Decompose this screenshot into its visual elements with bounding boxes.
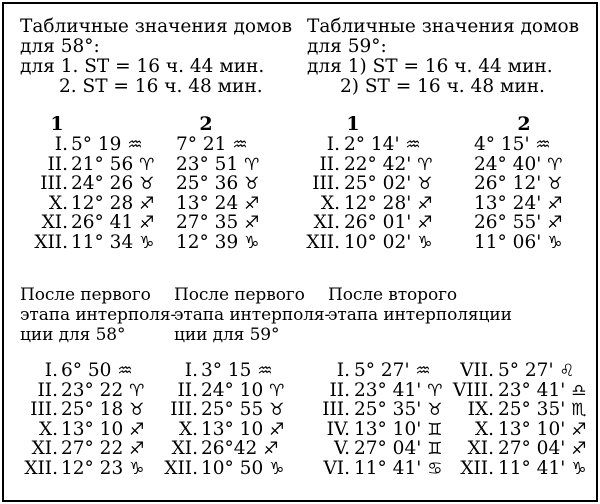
house-value (71, 135, 181, 155)
degree-value (176, 135, 248, 156)
house-label-text: III. (322, 399, 350, 420)
b2-labels (144, 361, 198, 478)
b1-caption-line-3: ции для 58° (20, 325, 126, 345)
house-label-text: III. (30, 399, 58, 420)
house-label-text: I. (44, 360, 58, 381)
degree-value (498, 420, 586, 441)
house-value (71, 213, 181, 233)
house-value (201, 439, 301, 459)
degree-text: 5° 19 (71, 134, 122, 155)
house-label (4, 361, 58, 381)
degree-value (61, 400, 144, 421)
house-label-text: XI. (313, 212, 340, 233)
tl-labels (4, 135, 68, 252)
house-label-text: V. (333, 438, 350, 459)
b3-caption (328, 285, 512, 325)
house-label-text: I. (184, 360, 198, 381)
degree-text: 25° 55 (201, 399, 264, 420)
house-label (294, 155, 340, 175)
house-value (344, 233, 464, 253)
house-label (424, 381, 494, 401)
b4-values (498, 361, 594, 478)
degree-value (201, 361, 273, 382)
degree-value (498, 381, 586, 402)
house-label (4, 174, 68, 194)
degree-text: 5° 27' (354, 360, 410, 381)
house-value (498, 439, 594, 459)
b1-caption-line-1: После первого (20, 285, 151, 305)
degree-text: 12° 28' (344, 192, 412, 214)
house-label-text: XI. (41, 212, 68, 233)
zodiac-sign-icon: ♎ (571, 380, 587, 401)
house-value (344, 174, 464, 194)
degree-value (201, 400, 284, 421)
degree-text: 13° 10 (61, 418, 124, 440)
degree-text: 23° 22 (61, 379, 124, 401)
right-col-title-2: 2 (517, 113, 531, 135)
degree-value (61, 420, 144, 441)
degree-text: 27° 35 (176, 212, 239, 233)
degree-value (498, 400, 586, 421)
zodiac-sign-icon: ♒ (127, 135, 143, 155)
house-label (424, 459, 494, 479)
b1-labels (4, 361, 58, 478)
degree-value (71, 155, 154, 176)
degree-value (354, 361, 431, 382)
house-value (176, 213, 286, 233)
b3-labels (294, 361, 350, 478)
house-value (474, 233, 594, 253)
house-label-text: I. (54, 134, 68, 155)
degree-text: 13° 24 (176, 192, 239, 214)
degree-text: 27° 04' (354, 438, 422, 459)
house-value (344, 194, 464, 214)
degree-text: 25° 02' (344, 173, 412, 194)
house-value (176, 194, 286, 214)
b2-caption-line-1: После первого (174, 285, 305, 305)
house-label (424, 439, 494, 459)
b3-caption-line-2: этапа интерполяции (328, 305, 512, 325)
zodiac-sign-icon: ♒ (415, 361, 431, 381)
right-header-line-1: Табличные значения домов (307, 16, 580, 37)
house-label (4, 400, 58, 420)
house-label-text: XII. (34, 231, 68, 253)
house-value (498, 361, 594, 381)
b2-values (201, 361, 301, 478)
house-label (4, 459, 58, 479)
house-label-text: X. (320, 192, 340, 214)
b2-caption-line-3: ции для 59° (174, 325, 280, 345)
degree-text: 13° 10' (498, 418, 566, 440)
zodiac-sign-icon: ♊ (427, 419, 443, 440)
zodiac-sign-icon: ♑ (547, 232, 563, 253)
zodiac-sign-icon: ♐ (269, 419, 285, 440)
zodiac-sign-icon: ♉ (139, 174, 155, 194)
house-value (474, 135, 594, 155)
house-value (201, 420, 301, 440)
degree-text: 26° 12' (474, 173, 542, 194)
zodiac-sign-icon: ♏ (571, 400, 587, 420)
house-label-text: XII. (164, 457, 198, 479)
house-label (424, 361, 494, 381)
house-label (144, 361, 198, 381)
house-value (201, 361, 301, 381)
house-label-text: X. (48, 192, 68, 214)
zodiac-sign-icon: ♈ (129, 380, 145, 401)
house-label (144, 459, 198, 479)
degree-text: 25° 36 (176, 173, 239, 194)
zodiac-sign-icon: ♉ (269, 400, 285, 420)
degree-text: 11° 34 (71, 231, 134, 253)
house-label (4, 439, 58, 459)
zodiac-sign-icon: ♐ (547, 193, 563, 214)
b2-caption (174, 285, 330, 345)
zodiac-sign-icon: ♉ (417, 174, 433, 194)
house-value (176, 155, 286, 175)
house-value (176, 174, 286, 194)
house-label (4, 155, 68, 175)
degree-text: 26°42 (201, 438, 258, 459)
degree-value (474, 135, 551, 156)
zodiac-sign-icon: ♋ (427, 458, 443, 479)
house-label-text: VI. (323, 457, 350, 479)
degree-text: 13° 10 (201, 418, 264, 440)
house-label-text: III. (40, 173, 68, 194)
house-label-text: III. (312, 173, 340, 194)
degree-value (498, 361, 575, 382)
degree-value (61, 459, 144, 480)
degree-text: 25° 35' (354, 399, 422, 420)
b1-caption-line-2: этапа интерполя- (20, 305, 177, 325)
zodiac-sign-icon: ♉ (427, 400, 443, 420)
right-col-title-1: 1 (346, 113, 360, 135)
house-label-text: XII. (24, 457, 58, 479)
house-label (294, 439, 350, 459)
b2-caption-line-2: этапа интерполя- (174, 305, 331, 325)
degree-value (176, 174, 259, 195)
house-label-text: XII. (306, 231, 340, 253)
zodiac-sign-icon: ♑ (129, 458, 145, 479)
zodiac-sign-icon: ♊ (427, 439, 443, 459)
house-value (201, 381, 301, 401)
b4-labels (424, 361, 494, 478)
house-label (294, 381, 350, 401)
degree-value (176, 233, 259, 254)
zodiac-sign-icon: ♌ (559, 361, 575, 381)
house-label-text: XII. (460, 457, 494, 479)
degree-text: 27° 22 (61, 438, 124, 459)
house-value (498, 381, 594, 401)
degree-value (474, 194, 562, 215)
house-label-text: I. (336, 360, 350, 381)
degree-value (498, 459, 586, 480)
house-value (344, 135, 464, 155)
degree-value (201, 381, 284, 402)
degree-value (344, 213, 432, 234)
zodiac-sign-icon: ♒ (232, 135, 248, 155)
degree-value (61, 381, 144, 402)
zodiac-sign-icon: ♈ (417, 154, 433, 175)
degree-value (344, 194, 432, 215)
right-header-line-3: для 1) ST = 16 ч. 44 мин. (307, 56, 553, 77)
house-value (498, 420, 594, 440)
zodiac-sign-icon: ♉ (244, 174, 260, 194)
house-label-text: II. (37, 379, 58, 401)
degree-text: 12° 39 (176, 231, 239, 253)
left-header-line-4: 2. ST = 16 ч. 48 мин. (59, 76, 263, 97)
house-value (71, 233, 181, 253)
house-label-text: X. (38, 418, 58, 440)
house-value (474, 194, 594, 214)
tl-col2 (176, 135, 286, 252)
zodiac-sign-icon: ♉ (547, 174, 563, 194)
house-value (498, 400, 594, 420)
zodiac-sign-icon: ♐ (571, 439, 587, 459)
degree-text: 5° 27' (498, 360, 554, 381)
house-label (4, 213, 68, 233)
degree-text: 23° 51 (176, 153, 239, 175)
house-label-text: XI. (31, 438, 58, 459)
house-label (294, 459, 350, 479)
degree-value (474, 155, 562, 176)
degree-value (474, 213, 562, 234)
house-label (144, 400, 198, 420)
house-label (4, 420, 58, 440)
degree-text: 10° 50 (201, 457, 264, 479)
degree-text: 4° 15' (474, 134, 530, 155)
house-label (4, 135, 68, 155)
house-label-text: II. (47, 153, 68, 175)
degree-text: 13° 10' (354, 418, 422, 440)
house-label-text: II. (319, 153, 340, 175)
degree-text: 24° 40' (474, 153, 542, 175)
b1-caption (20, 285, 176, 345)
house-label-text: X. (178, 418, 198, 440)
zodiac-sign-icon: ♑ (417, 232, 433, 253)
house-value (474, 213, 594, 233)
left-header-line-1: Табличные значения домов (20, 16, 293, 37)
degree-value (474, 233, 562, 254)
zodiac-sign-icon: ♐ (263, 439, 279, 459)
house-label (294, 361, 350, 381)
house-label-text: III. (170, 399, 198, 420)
degree-text: 27° 04' (498, 438, 566, 459)
right-header-line-4: 2) ST = 16 ч. 48 мин. (340, 76, 545, 97)
b3-caption-line-1: После второго (328, 285, 458, 305)
degree-text: 26° 41 (71, 212, 134, 233)
right-header (307, 17, 579, 97)
degree-value (201, 420, 284, 441)
degree-text: 23° 41' (354, 379, 422, 401)
zodiac-sign-icon: ♈ (547, 154, 563, 175)
degree-value (71, 213, 154, 234)
tr-col1 (344, 135, 464, 252)
degree-text: 12° 23 (61, 457, 124, 479)
house-label (144, 381, 198, 401)
degree-text: 10° 02' (344, 231, 412, 253)
degree-text: 24° 10 (201, 379, 264, 401)
house-value (498, 459, 594, 479)
zodiac-sign-icon: ♐ (244, 193, 260, 214)
degree-value (344, 233, 432, 254)
house-label-text: I. (326, 134, 340, 155)
degree-text: 7° 21 (176, 134, 227, 155)
degree-value (71, 194, 154, 215)
house-value (344, 155, 464, 175)
degree-text: 23° 41' (498, 379, 566, 401)
house-label-text: VIII. (452, 379, 494, 401)
house-value (71, 174, 181, 194)
house-label (144, 439, 198, 459)
degree-text: 25° 18 (61, 399, 124, 420)
left-header-line-3: для 1. ST = 16 ч. 44 мин. (20, 56, 265, 77)
degree-value (201, 439, 278, 460)
left-col-title-2: 2 (199, 113, 213, 135)
zodiac-sign-icon: ♐ (417, 213, 433, 233)
house-label (294, 420, 350, 440)
house-value (344, 213, 464, 233)
house-label (424, 400, 494, 420)
left-header-line-2: для 58°: (20, 36, 100, 57)
house-label-text: XI. (171, 438, 198, 459)
degree-text: 21° 56 (71, 153, 134, 175)
house-value (201, 400, 301, 420)
house-label (424, 420, 494, 440)
zodiac-sign-icon: ♒ (117, 361, 133, 381)
zodiac-sign-icon: ♐ (547, 213, 563, 233)
degree-text: 3° 15 (201, 360, 252, 381)
house-label (294, 400, 350, 420)
degree-value (474, 174, 562, 195)
degree-text: 11° 06' (474, 231, 542, 253)
degree-value (344, 155, 432, 176)
zodiac-sign-icon: ♈ (269, 380, 285, 401)
degree-value (201, 459, 284, 480)
zodiac-sign-icon: ♈ (427, 380, 443, 401)
degree-text: 26° 55' (474, 212, 542, 233)
zodiac-sign-icon: ♑ (269, 458, 285, 479)
zodiac-sign-icon: ♒ (405, 135, 421, 155)
degree-value (344, 135, 421, 156)
house-label-text: VII. (460, 360, 494, 381)
degree-value (498, 439, 586, 460)
house-label (294, 174, 340, 194)
zodiac-sign-icon: ♐ (417, 193, 433, 214)
tl-col1 (71, 135, 181, 252)
house-label (294, 213, 340, 233)
house-label (294, 233, 340, 253)
house-label (4, 194, 68, 214)
house-label-text: XI. (467, 438, 494, 459)
zodiac-sign-icon: ♐ (244, 213, 260, 233)
degree-text: 25° 35' (498, 399, 566, 420)
degree-value (344, 174, 432, 195)
page-frame (2, 2, 598, 502)
house-value (71, 194, 181, 214)
zodiac-sign-icon: ♐ (139, 213, 155, 233)
degree-text: 11° 41' (498, 457, 566, 479)
zodiac-sign-icon: ♒ (535, 135, 551, 155)
degree-value (176, 213, 259, 234)
house-label (4, 381, 58, 401)
left-header (20, 17, 292, 97)
zodiac-sign-icon: ♒ (257, 361, 273, 381)
zodiac-sign-icon: ♈ (244, 154, 260, 175)
house-label-text: X. (474, 418, 494, 440)
degree-text: 11° 41' (354, 457, 422, 479)
house-label-text: II. (177, 379, 198, 401)
right-header-line-2: для 59°: (307, 36, 387, 57)
house-value (201, 459, 301, 479)
house-label (294, 135, 340, 155)
degree-text: 26° 01' (344, 212, 412, 233)
degree-value (176, 194, 259, 215)
house-label-text: IV. (326, 418, 350, 440)
house-label (294, 194, 340, 214)
zodiac-sign-icon: ♑ (571, 458, 587, 479)
degree-value (71, 233, 154, 254)
zodiac-sign-icon: ♑ (244, 232, 260, 253)
zodiac-sign-icon: ♈ (139, 154, 155, 175)
house-label (144, 420, 198, 440)
zodiac-sign-icon: ♐ (129, 439, 145, 459)
degree-text: 22° 42' (344, 153, 412, 175)
tr-labels (294, 135, 340, 252)
degree-text: 6° 50 (61, 360, 112, 381)
left-col-title-1: 1 (50, 113, 64, 135)
house-label (4, 233, 68, 253)
house-value (71, 155, 181, 175)
degree-text: 2° 14' (344, 134, 400, 155)
house-value (474, 155, 594, 175)
house-value (176, 233, 286, 253)
degree-value (61, 439, 144, 460)
zodiac-sign-icon: ♐ (571, 419, 587, 440)
house-value (474, 174, 594, 194)
house-label-text: IX. (467, 399, 494, 420)
tr-col2 (474, 135, 594, 252)
degree-value (176, 155, 259, 176)
degree-text: 13° 24' (474, 192, 542, 214)
zodiac-sign-icon: ♐ (129, 419, 145, 440)
zodiac-sign-icon: ♉ (129, 400, 145, 420)
zodiac-sign-icon: ♑ (139, 232, 155, 253)
house-value (176, 135, 286, 155)
degree-value (71, 174, 154, 195)
house-label-text: II. (329, 379, 350, 401)
degree-text: 12° 28 (71, 192, 134, 214)
degree-value (71, 135, 143, 156)
degree-text: 24° 26 (71, 173, 134, 194)
zodiac-sign-icon: ♐ (139, 193, 155, 214)
degree-value (61, 361, 133, 382)
